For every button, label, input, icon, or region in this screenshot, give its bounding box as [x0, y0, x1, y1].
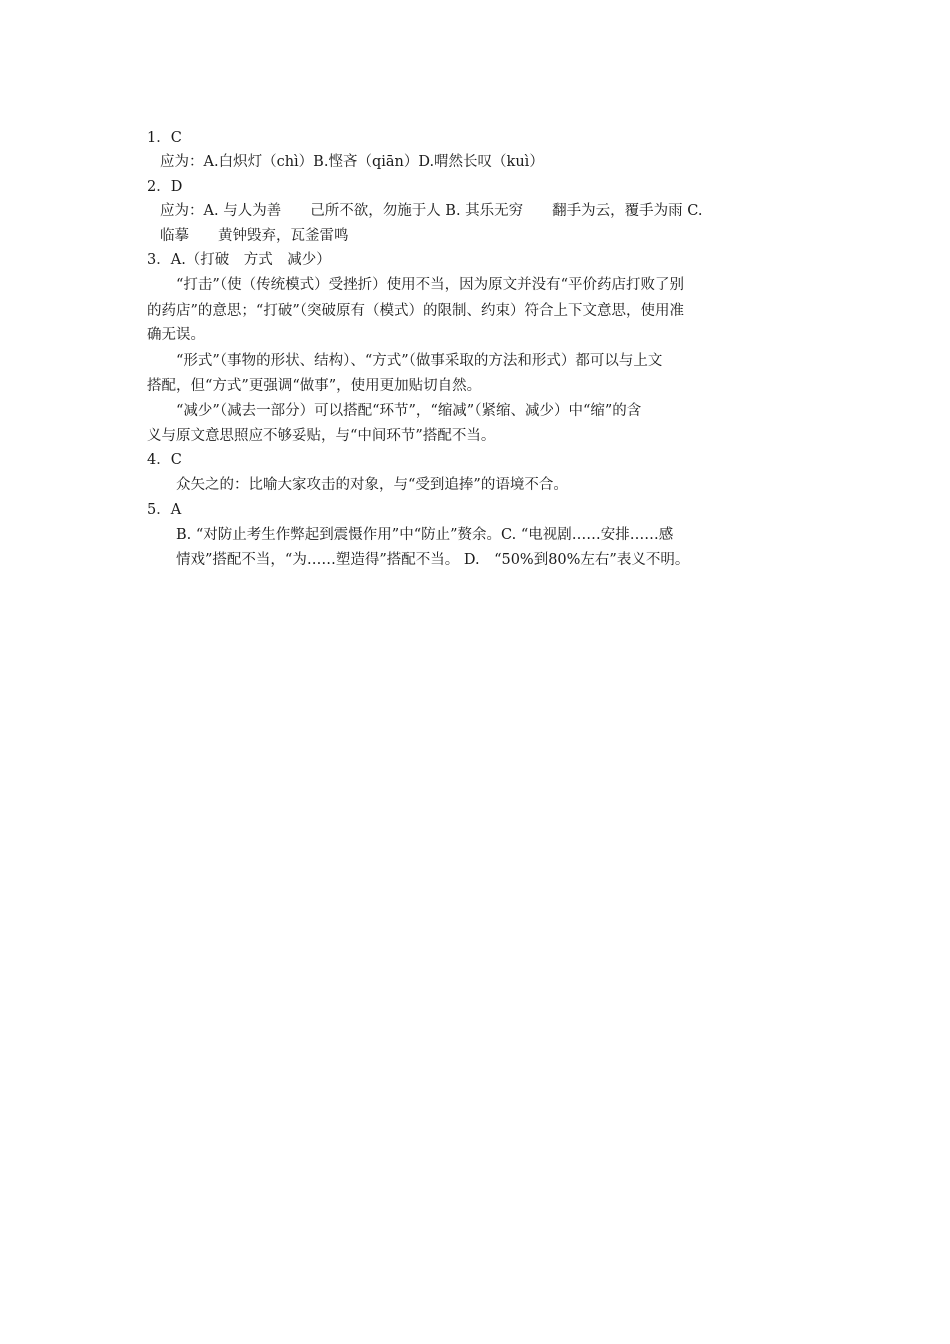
answer-3-explanation-line-6: “减少”（减去一部分）可以搭配“环节”，“缩减”（紧缩、减少）中“缩”的含	[147, 403, 642, 419]
answer-3-explanation-line-1: “打击”（使（传统模式）受挫折）使用不当，因为原文并没有“平价药店打败了别	[147, 277, 684, 293]
answer-1-header: 1．C	[147, 130, 182, 146]
answer-3-explanation-line-3: 确无误。	[147, 327, 205, 343]
answer-3-explanation-line-2: 的药店”的意思；“打破”（突破原有（模式）的限制、约束）符合上下文意思，使用准	[147, 303, 684, 319]
answer-4-explanation: 众矢之的：比喻大家攻击的对象，与“受到追捧”的语境不合。	[176, 477, 568, 493]
answer-3-header: 3．A.（打破 方式 减少）	[147, 252, 331, 268]
answer-5-header: 5．A	[147, 502, 182, 518]
answer-3-explanation-line-4: “形式”（事物的形状、结构）、“方式”（做事采取的方法和形式）都可以与上文	[147, 353, 663, 369]
answer-5-explanation-line-2: 情戏”搭配不当，“为……塑造得”搭配不当。 D. “50%到80%左右”表义不明。	[176, 552, 690, 568]
answer-2-explanation-line-2: 临摹 黄钟毁弃，瓦釜雷鸣	[160, 228, 349, 244]
answer-5-explanation-line-1: B. “对防止考生作弊起到震慑作用”中“防止”赘余。C. “电视剧……安排……感	[176, 527, 674, 543]
answer-3-explanation-line-7: 义与原文意思照应不够妥贴，与“中间环节”搭配不当。	[147, 428, 496, 444]
answer-3-explanation-line-5: 搭配，但“方式”更强调“做事”，使用更加贴切自然。	[147, 378, 482, 394]
answer-2-header: 2．D	[147, 179, 183, 195]
answer-2-explanation-line-1: 应为：A. 与人为善 己所不欲，勿施于人 B. 其乐无穷 翻手为云，覆手为雨 C.	[160, 203, 703, 219]
answer-1-explanation: 应为：A.白炽灯（chì）B.悭吝（qiān）D.喟然长叹（kuì）	[160, 154, 544, 170]
answer-4-header: 4．C	[147, 452, 182, 468]
